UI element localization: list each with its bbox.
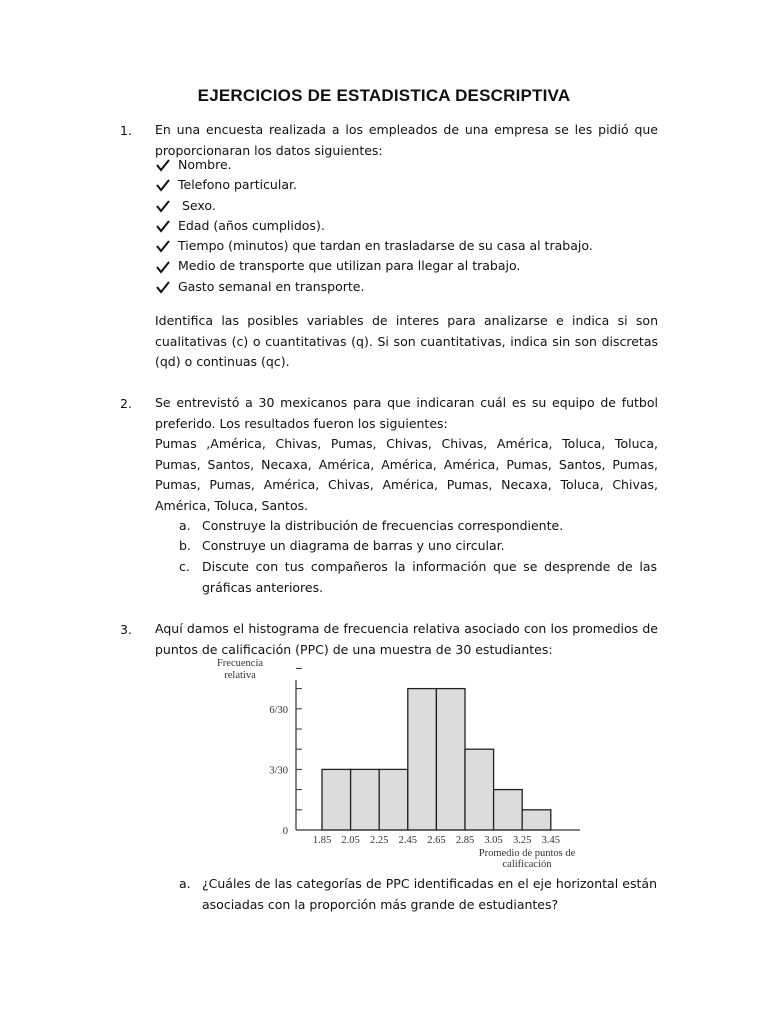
text-line: Discute con tus compañeros la información que se desprende de las — [202, 559, 657, 574]
text-line: En una encuesta realizada a los empleados de una empresa se les pidió que — [155, 122, 658, 137]
histogram-bar — [379, 769, 408, 830]
text-line: Aquí damos el histograma de frecuencia relativa asociado con los promedios de — [155, 621, 658, 636]
exercise-1-instructions — [155, 311, 658, 373]
checkmark-icon — [155, 260, 171, 274]
text-line: Pumas, Santos, Necaxa, América, América, América, Pumas, Santos, Pumas, — [155, 456, 658, 472]
x-tick-label: 2.05 — [341, 835, 360, 846]
histogram-chart — [200, 652, 620, 872]
text-line: Pumas, Pumas, América, Chivas, América, Pumas, Necaxa, Toluca, Chivas, — [155, 477, 658, 492]
x-tick-label: 3.25 — [513, 835, 532, 846]
histogram-bar — [322, 769, 351, 830]
histogram-bar — [408, 689, 437, 830]
sub-text — [202, 536, 657, 557]
checklist-item — [155, 256, 593, 276]
text-line: Construye la distribución de frecuencias correspondiente. — [202, 518, 564, 533]
x-tick-label: 1.85 — [312, 835, 332, 846]
checklist-item — [155, 196, 593, 216]
sub-text — [202, 516, 657, 537]
sub-label: b. — [179, 538, 191, 553]
checklist-text: Telefono particular. — [178, 177, 297, 193]
x-tick-label: 3.45 — [541, 835, 560, 846]
exercise-1-number: 1. — [120, 123, 132, 138]
y-axis-label-line1: Frecuencia — [216, 658, 264, 669]
sub-label: a. — [179, 518, 191, 533]
exercise-2-text — [155, 393, 658, 516]
text-line: Construye un diagrama de barras y uno circular. — [202, 538, 505, 553]
y-tick-label: 6/30 — [269, 704, 288, 716]
checkmark-icon — [155, 158, 171, 172]
x-tick-label: 2.25 — [370, 835, 389, 846]
checklist-text: Gasto semanal en transporte. — [178, 278, 365, 294]
checklist-item — [155, 236, 593, 256]
x-axis-label-line1: Promedio de puntos de — [478, 848, 576, 859]
checkmark-icon — [155, 178, 171, 192]
x-axis-label-line2: calificación — [502, 859, 552, 870]
checklist-text: Sexo. — [178, 197, 216, 213]
text-line: preferido. Los resultados fueron los siguientes: — [155, 415, 448, 431]
sub-label: a. — [179, 876, 191, 891]
checklist-text: Nombre. — [178, 157, 232, 172]
y-tick-label: 3/30 — [269, 765, 288, 777]
text-line: gráficas anteriores. — [202, 579, 324, 595]
x-tick-label: 3.05 — [484, 835, 503, 846]
sub-text — [202, 874, 657, 915]
sub-label: c. — [179, 559, 190, 574]
exercise-1-checklist — [155, 155, 593, 297]
checklist-item — [155, 175, 593, 195]
text-line: proporcionaran los datos siguientes: — [155, 142, 383, 158]
text-line: Se entrevistó a 30 mexicanos para que indicaran cuál es su equipo de futbol — [155, 395, 658, 410]
text-line: asociadas con la proporción más grande de estudiantes? — [202, 896, 559, 912]
checkmark-icon — [155, 199, 171, 213]
checklist-item — [155, 277, 593, 297]
histogram-bar — [465, 749, 494, 830]
checklist-item — [155, 155, 593, 175]
y-tick-label: 0 — [282, 826, 288, 837]
text-line: América, Toluca, Santos. — [155, 497, 309, 513]
checklist-text: Tiempo (minutos) que tardan en trasladarse de su casa al trabajo. — [178, 238, 593, 254]
x-tick-label: 2.85 — [455, 835, 475, 846]
sub-text — [202, 557, 657, 598]
checklist-item — [155, 216, 593, 236]
y-axis-label-line2: relativa — [224, 670, 256, 681]
exercise-2-number: 2. — [120, 396, 132, 411]
checkmark-icon — [155, 219, 171, 233]
text-line: Identifica las posibles variables de interes para analizarse e indica si son — [155, 313, 658, 328]
text-line: cualitativas (c) o cuantitativas (q). Si son cuantitativas, indica sin son discretas — [155, 333, 658, 349]
text-line: puntos de calificación (PPC) de una muestra de 30 estudiantes: — [155, 641, 553, 657]
exercise-3-number: 3. — [120, 622, 132, 637]
checklist-text: Medio de transporte que utilizan para llegar al trabajo. — [178, 258, 521, 274]
checklist-text: Edad (años cumplidos). — [178, 217, 325, 233]
text-line: Pumas ,América, Chivas, Pumas, Chivas, Chivas, América, Toluca, Toluca, — [155, 436, 658, 451]
page-title: EJERCICIOS DE ESTADISTICA DESCRIPTIVA — [197, 86, 571, 105]
x-tick-label: 2.65 — [427, 835, 446, 846]
x-tick-label: 2.45 — [398, 835, 417, 846]
histogram-bar — [436, 689, 465, 830]
histogram-bar — [522, 810, 551, 830]
checkmark-icon — [155, 239, 171, 253]
text-line: ¿Cuáles de las categorías de PPC identificadas en el eje horizontal están — [202, 876, 657, 891]
histogram-bar — [351, 769, 380, 830]
histogram-bar — [494, 790, 523, 830]
checkmark-icon — [155, 280, 171, 294]
text-line: (qd) o continuas (qc). — [155, 354, 290, 369]
